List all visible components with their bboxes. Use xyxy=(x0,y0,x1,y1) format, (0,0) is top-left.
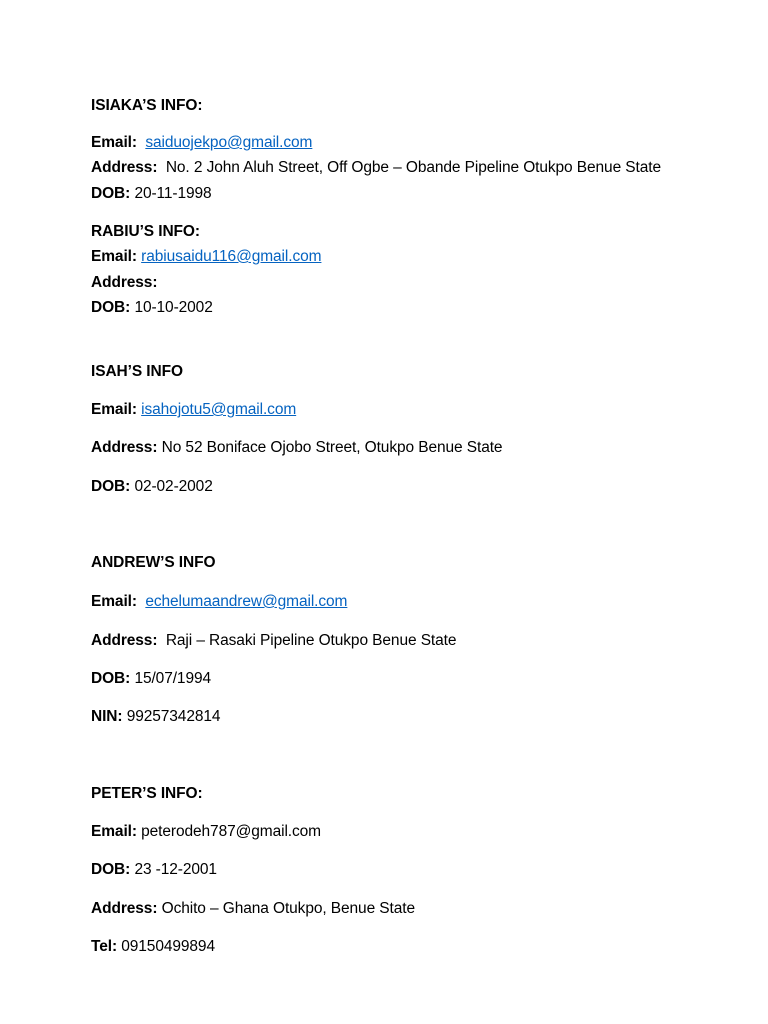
tel-label: Tel: xyxy=(91,938,118,955)
peter-email-line xyxy=(91,822,321,842)
isiaka-address-value: No. 2 John Aluh Street, Off Ogbe – Obande Pipeline Otukpo Benue State xyxy=(165,159,661,176)
isiaka-heading: ISIAKA’S INFO: xyxy=(91,97,203,114)
address-label: Address: xyxy=(91,439,158,456)
isiaka-email-link[interactable]: saiduojekpo@gmail.com xyxy=(145,134,313,151)
andrew-nin-value: 99257342814 xyxy=(126,708,221,725)
andrew-email-line xyxy=(91,592,347,612)
isiaka-email-line xyxy=(91,133,312,153)
peter-address-line xyxy=(91,899,415,919)
isah-address-value: No 52 Boniface Ojobo Street, Otukpo Benue State xyxy=(161,439,503,456)
rabiu-address-line xyxy=(91,273,157,293)
rabiu-dob-line xyxy=(91,298,213,318)
peter-email-value: peterodeh787@gmail.com xyxy=(141,823,321,840)
andrew-heading: ANDREW’S INFO xyxy=(91,554,216,571)
andrew-dob-value: 15/07/1994 xyxy=(134,670,212,687)
isah-dob-value: 02-02-2002 xyxy=(134,478,213,495)
isah-email-line xyxy=(91,400,296,420)
email-label: Email: xyxy=(91,401,137,418)
address-label: Address: xyxy=(91,632,158,649)
peter-heading: PETER’S INFO: xyxy=(91,785,203,802)
isah-address-line xyxy=(91,438,502,458)
email-label: Email: xyxy=(91,248,137,265)
email-label: Email: xyxy=(91,593,137,610)
isiaka-address-line xyxy=(91,158,661,178)
email-label: Email: xyxy=(91,823,137,840)
isah-heading: ISAH’S INFO xyxy=(91,363,183,380)
peter-dob-value: 23 -12-2001 xyxy=(134,861,217,878)
dob-label: DOB: xyxy=(91,861,131,878)
dob-label: DOB: xyxy=(91,299,131,316)
rabiu-dob-value: 10-10-2002 xyxy=(134,299,213,316)
isiaka-dob-line xyxy=(91,184,212,204)
peter-tel-value: 09150499894 xyxy=(121,938,215,955)
address-label: Address: xyxy=(91,274,158,291)
rabiu-email-line xyxy=(91,247,321,267)
isah-dob-line xyxy=(91,477,213,497)
rabiu-email-link[interactable]: rabiusaidu116@gmail.com xyxy=(141,248,322,265)
address-label: Address: xyxy=(91,900,158,917)
isah-email-link[interactable]: isahojotu5@gmail.com xyxy=(141,401,297,418)
rabiu-heading: RABIU’S INFO: xyxy=(91,223,200,240)
peter-tel-line xyxy=(91,937,215,957)
andrew-nin-line xyxy=(91,707,220,727)
dob-label: DOB: xyxy=(91,185,131,202)
dob-label: DOB: xyxy=(91,670,131,687)
nin-label: NIN: xyxy=(91,708,123,725)
email-label: Email: xyxy=(91,134,137,151)
isiaka-dob-value: 20-11-1998 xyxy=(134,185,212,202)
andrew-address-line xyxy=(91,631,456,651)
andrew-email-link[interactable]: echelumaandrew@gmail.com xyxy=(145,593,348,610)
peter-dob-line xyxy=(91,860,217,880)
peter-address-value: Ochito – Ghana Otukpo, Benue State xyxy=(161,900,415,917)
dob-label: DOB: xyxy=(91,478,131,495)
address-label: Address: xyxy=(91,159,158,176)
andrew-address-value: Raji – Rasaki Pipeline Otukpo Benue State xyxy=(165,632,457,649)
andrew-dob-line xyxy=(91,669,211,689)
